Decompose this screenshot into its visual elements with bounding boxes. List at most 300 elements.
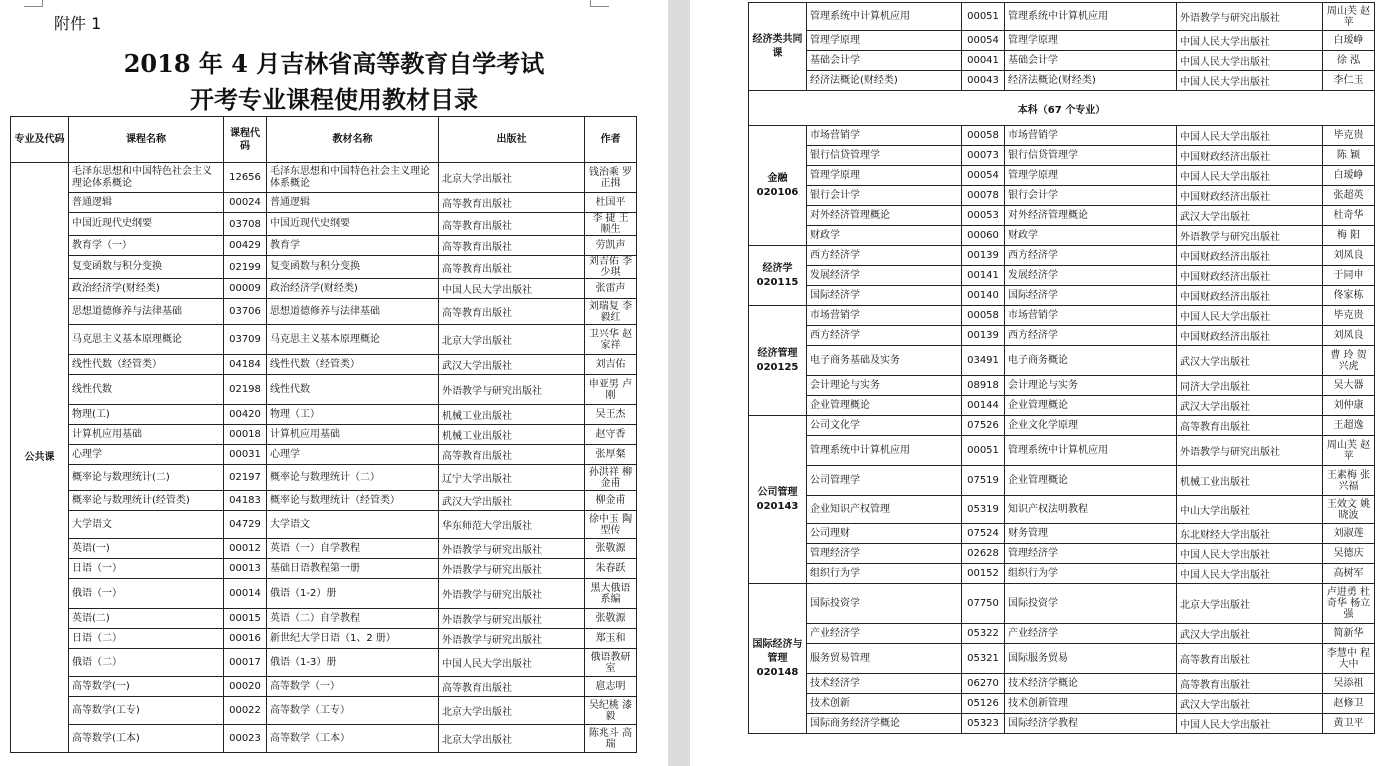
course-code-cell: 00020	[224, 677, 267, 697]
table-row	[11, 325, 637, 355]
document-subtitle: 开考专业课程使用教材目录	[190, 85, 478, 114]
course-code-cell: 00078	[962, 186, 1005, 206]
course-code-cell: 05321	[962, 644, 1005, 674]
course-code-cell: 02628	[962, 544, 1005, 564]
author-cell: 杜国平	[585, 193, 637, 213]
course-name-cell: 毛泽东思想和中国特色社会主义理论体系概论	[69, 163, 224, 193]
table-row	[11, 445, 637, 465]
author-cell: 刘淑莲	[1323, 524, 1375, 544]
publisher-cell: 武汉大学出版社	[439, 355, 585, 375]
table-row	[11, 579, 637, 609]
course-code-cell: 08918	[962, 376, 1005, 396]
course-code-cell: 00012	[224, 539, 267, 559]
course-name-cell: 财政学	[807, 226, 962, 246]
textbook-name-cell: 市场营销学	[1005, 126, 1177, 146]
author-cell: 劳凯声	[585, 236, 637, 256]
publisher-cell: 外语教学与研究出版社	[439, 539, 585, 559]
document-page-right	[690, 0, 1385, 766]
textbook-name-cell: 知识产权法明教程	[1005, 496, 1177, 524]
course-code-cell: 00018	[224, 425, 267, 445]
publisher-cell: 中山大学出版社	[1177, 496, 1323, 524]
document-title: 2018 年 4 月吉林省高等教育自学考试	[123, 49, 545, 78]
table-row	[749, 146, 1375, 166]
course-code-cell: 07519	[962, 466, 1005, 496]
table-row	[11, 465, 637, 491]
textbook-name-cell: 财务管理	[1005, 524, 1177, 544]
textbook-name-cell: 组织行为学	[1005, 564, 1177, 584]
publisher-cell: 外语教学与研究出版社	[439, 559, 585, 579]
major-group-cell: 金融 020106	[749, 126, 807, 246]
textbook-name-cell: 思想道德修养与法律基础	[267, 299, 439, 325]
course-name-cell: 技术创新	[807, 694, 962, 714]
author-cell: 申亚男 卢 刚	[585, 375, 637, 405]
course-name-cell: 英语(二)	[69, 609, 224, 629]
course-name-cell: 普通逻辑	[69, 193, 224, 213]
course-name-cell: 产业经济学	[807, 624, 962, 644]
publisher-cell: 中国财政经济出版社	[1177, 246, 1323, 266]
course-code-cell: 00041	[962, 51, 1005, 71]
textbook-name-cell: 管理经济学	[1005, 544, 1177, 564]
textbook-name-cell: 技术经济学概论	[1005, 674, 1177, 694]
textbook-name-cell: 心理学	[267, 445, 439, 465]
publisher-cell: 北京大学出版社	[439, 697, 585, 725]
publisher-cell: 中国财政经济出版社	[1177, 146, 1323, 166]
major-group-cell: 经济学 020115	[749, 246, 807, 306]
course-name-cell: 心理学	[69, 445, 224, 465]
author-cell: 佟家栋	[1323, 286, 1375, 306]
author-cell: 赵守香	[585, 425, 637, 445]
course-code-cell: 02199	[224, 256, 267, 279]
author-cell: 黑大俄语系编	[585, 579, 637, 609]
table-row	[749, 644, 1375, 674]
course-name-cell: 国际投资学	[807, 584, 962, 624]
textbook-name-cell: 对外经济管理概论	[1005, 206, 1177, 226]
course-code-cell: 00139	[962, 246, 1005, 266]
textbook-name-cell: 产业经济学	[1005, 624, 1177, 644]
textbook-name-cell: 银行信贷管理学	[1005, 146, 1177, 166]
publisher-cell: 武汉大学出版社	[1177, 346, 1323, 376]
table-row	[11, 163, 637, 193]
course-name-cell: 日语（一）	[69, 559, 224, 579]
textbook-name-cell: 物理（工）	[267, 405, 439, 425]
section-label: 本科（67 个专业）	[749, 91, 1375, 126]
publisher-cell: 高等教育出版社	[1177, 416, 1323, 436]
course-name-cell: 日语（二）	[69, 629, 224, 649]
table-row	[11, 539, 637, 559]
publisher-cell: 高等教育出版社	[439, 445, 585, 465]
course-code-cell: 00073	[962, 146, 1005, 166]
table-row	[749, 714, 1375, 734]
publisher-cell: 中国财政经济出版社	[1177, 266, 1323, 286]
author-cell: 刘吉佑	[585, 355, 637, 375]
course-name-cell: 马克思主义基本原理概论	[69, 325, 224, 355]
table-row	[11, 256, 637, 279]
author-cell: 毕克贵	[1323, 306, 1375, 326]
course-code-cell: 00139	[962, 326, 1005, 346]
table-row	[11, 511, 637, 539]
author-cell: 刘吉佑 李少琪	[585, 256, 637, 279]
table-row	[11, 355, 637, 375]
publisher-cell: 武汉大学出版社	[1177, 206, 1323, 226]
course-name-cell: 管理系统中计算机应用	[807, 436, 962, 466]
table-row	[11, 213, 637, 236]
publisher-cell: 机械工业出版社	[1177, 466, 1323, 496]
course-name-cell: 物理(工)	[69, 405, 224, 425]
page-gutter	[668, 0, 690, 766]
publisher-cell: 中国财政经济出版社	[1177, 186, 1323, 206]
table-row	[749, 416, 1375, 436]
course-name-cell: 企业知识产权管理	[807, 496, 962, 524]
publisher-cell: 高等教育出版社	[439, 677, 585, 697]
publisher-cell: 中国人民大学出版社	[1177, 714, 1323, 734]
textbook-table-right	[748, 2, 1375, 734]
textbook-name-cell: 俄语（1-3）册	[267, 649, 439, 677]
textbook-name-cell: 国际投资学	[1005, 584, 1177, 624]
author-cell: 周山芙 赵 苹	[1323, 3, 1375, 31]
publisher-cell: 北京大学出版社	[1177, 584, 1323, 624]
textbook-name-cell: 政治经济学(财经类)	[267, 279, 439, 299]
publisher-cell: 华东师范大学出版社	[439, 511, 585, 539]
publisher-cell: 高等教育出版社	[1177, 674, 1323, 694]
publisher-cell: 中国人民大学出版社	[1177, 51, 1323, 71]
textbook-name-cell: 概率论与数理统计（二）	[267, 465, 439, 491]
author-cell: 扈志明	[585, 677, 637, 697]
author-cell: 李 捷 王顺生	[585, 213, 637, 236]
crop-mark	[24, 0, 43, 7]
course-code-cell: 05323	[962, 714, 1005, 734]
course-code-cell: 00031	[224, 445, 267, 465]
author-cell: 毕克贵	[1323, 126, 1375, 146]
table-row	[11, 279, 637, 299]
textbook-name-cell: 高等数学（工本）	[267, 725, 439, 753]
course-name-cell: 电子商务基础及实务	[807, 346, 962, 376]
course-code-cell: 04184	[224, 355, 267, 375]
table-row	[11, 236, 637, 256]
textbook-name-cell: 管理系统中计算机应用	[1005, 3, 1177, 31]
author-cell: 张超英	[1323, 186, 1375, 206]
course-name-cell: 管理学原理	[807, 166, 962, 186]
table-row	[749, 126, 1375, 146]
table-row	[749, 286, 1375, 306]
table-row	[749, 694, 1375, 714]
document-page-left	[0, 0, 668, 766]
author-cell: 吴王杰	[585, 405, 637, 425]
course-name-cell: 英语(一)	[69, 539, 224, 559]
course-code-cell: 00017	[224, 649, 267, 677]
course-code-cell: 07750	[962, 584, 1005, 624]
publisher-cell: 高等教育出版社	[439, 213, 585, 236]
author-cell: 周山芙 赵 苹	[1323, 436, 1375, 466]
major-group-cell: 经济类共同课	[749, 3, 807, 91]
publisher-cell: 中国人民大学出版社	[1177, 126, 1323, 146]
major-group-cell: 公司管理 020143	[749, 416, 807, 584]
author-cell: 吴添祖	[1323, 674, 1375, 694]
table-row	[11, 697, 637, 725]
textbook-name-cell: 高等数学（工专）	[267, 697, 439, 725]
publisher-cell: 高等教育出版社	[439, 236, 585, 256]
publisher-cell: 武汉大学出版社	[439, 491, 585, 511]
publisher-cell: 外语教学与研究出版社	[439, 375, 585, 405]
table-row	[11, 405, 637, 425]
publisher-cell: 中国人民大学出版社	[439, 649, 585, 677]
table-row	[11, 677, 637, 697]
publisher-cell: 北京大学出版社	[439, 725, 585, 753]
author-cell: 张雷声	[585, 279, 637, 299]
table-row	[749, 436, 1375, 466]
course-name-cell: 政治经济学(财经类)	[69, 279, 224, 299]
course-code-cell: 00140	[962, 286, 1005, 306]
course-name-cell: 线性代数（经管类）	[69, 355, 224, 375]
publisher-cell: 北京大学出版社	[439, 325, 585, 355]
textbook-name-cell: 基础会计学	[1005, 51, 1177, 71]
course-code-cell: 00152	[962, 564, 1005, 584]
table-row	[749, 3, 1375, 31]
author-cell: 钱治乘 罗正揖	[585, 163, 637, 193]
table-row	[11, 193, 637, 213]
course-name-cell: 国际经济学	[807, 286, 962, 306]
publisher-cell: 高等教育出版社	[439, 193, 585, 213]
course-name-cell: 俄语（一）	[69, 579, 224, 609]
textbook-name-cell: 会计理论与实务	[1005, 376, 1177, 396]
publisher-cell: 机械工业出版社	[439, 405, 585, 425]
textbook-name-cell: 国际服务贸易	[1005, 644, 1177, 674]
author-cell: 俄语教研室	[585, 649, 637, 677]
table-row	[11, 629, 637, 649]
course-code-cell: 00058	[962, 126, 1005, 146]
table-row	[749, 376, 1375, 396]
table-row	[11, 649, 637, 677]
course-name-cell: 西方经济学	[807, 246, 962, 266]
textbook-name-cell: 企业文化学原理	[1005, 416, 1177, 436]
author-cell: 吴纪桃 漆 毅	[585, 697, 637, 725]
header-textbook-name: 教材名称	[267, 117, 439, 163]
course-code-cell: 00141	[962, 266, 1005, 286]
publisher-cell: 辽宁大学出版社	[439, 465, 585, 491]
course-name-cell: 管理学原理	[807, 31, 962, 51]
attachment-label: 附件 1	[54, 14, 102, 33]
course-name-cell: 公司文化学	[807, 416, 962, 436]
publisher-cell: 中国人民大学出版社	[1177, 544, 1323, 564]
course-code-cell: 03709	[224, 325, 267, 355]
textbook-name-cell: 技术创新管理	[1005, 694, 1177, 714]
author-cell: 张厚粲	[585, 445, 637, 465]
course-name-cell: 企业管理概论	[807, 396, 962, 416]
course-name-cell: 管理系统中计算机应用	[807, 3, 962, 31]
author-cell: 陈 颖	[1323, 146, 1375, 166]
table-row	[749, 166, 1375, 186]
course-name-cell: 概率论与数理统计(经管类)	[69, 491, 224, 511]
course-code-cell: 02198	[224, 375, 267, 405]
course-name-cell: 基础会计学	[807, 51, 962, 71]
publisher-cell: 武汉大学出版社	[1177, 624, 1323, 644]
table-row	[749, 71, 1375, 91]
course-code-cell: 04729	[224, 511, 267, 539]
course-code-cell: 00420	[224, 405, 267, 425]
publisher-cell: 外语教学与研究出版社	[439, 579, 585, 609]
textbook-name-cell: 复变函数与积分变换	[267, 256, 439, 279]
author-cell: 张敬源	[585, 539, 637, 559]
course-name-cell: 组织行为学	[807, 564, 962, 584]
major-group-cell: 公共课	[11, 163, 69, 753]
course-code-cell: 05319	[962, 496, 1005, 524]
header-major-code: 专业及代码	[11, 117, 69, 163]
course-name-cell: 俄语（二）	[69, 649, 224, 677]
author-cell: 高树军	[1323, 564, 1375, 584]
table-row	[749, 544, 1375, 564]
course-code-cell: 00060	[962, 226, 1005, 246]
author-cell: 吴德庆	[1323, 544, 1375, 564]
textbook-name-cell: 中国近现代史纲要	[267, 213, 439, 236]
table-row	[11, 725, 637, 753]
publisher-cell: 外语教学与研究出版社	[1177, 436, 1323, 466]
textbook-name-cell: 银行会计学	[1005, 186, 1177, 206]
table-row	[11, 491, 637, 511]
table-row	[749, 206, 1375, 226]
course-code-cell: 00024	[224, 193, 267, 213]
publisher-cell: 东北财经大学出版社	[1177, 524, 1323, 544]
course-name-cell: 管理经济学	[807, 544, 962, 564]
course-name-cell: 市场营销学	[807, 126, 962, 146]
publisher-cell: 同济大学出版社	[1177, 376, 1323, 396]
textbook-name-cell: 大学语文	[267, 511, 439, 539]
course-name-cell: 经济法概论(财经类)	[807, 71, 962, 91]
course-name-cell: 高等数学(一)	[69, 677, 224, 697]
textbook-name-cell: 企业管理概论	[1005, 396, 1177, 416]
course-code-cell: 00051	[962, 436, 1005, 466]
textbook-name-cell: 计算机应用基础	[267, 425, 439, 445]
textbook-name-cell: 发展经济学	[1005, 266, 1177, 286]
textbook-name-cell: 毛泽东思想和中国特色社会主义理论体系概论	[267, 163, 439, 193]
course-code-cell: 04183	[224, 491, 267, 511]
course-code-cell: 00058	[962, 306, 1005, 326]
author-cell: 卢进勇 杜奇华 杨立强	[1323, 584, 1375, 624]
course-code-cell: 07526	[962, 416, 1005, 436]
course-name-cell: 技术经济学	[807, 674, 962, 694]
textbook-name-cell: 企业管理概论	[1005, 466, 1177, 496]
table-row	[749, 564, 1375, 584]
textbook-name-cell: 俄语（1-2）册	[267, 579, 439, 609]
header-course-name: 课程名称	[69, 117, 224, 163]
table-row	[749, 186, 1375, 206]
table-row	[749, 496, 1375, 524]
table-row	[749, 674, 1375, 694]
publisher-cell: 中国人民大学出版社	[1177, 166, 1323, 186]
textbook-name-cell: 新世纪大学日语（1、2 册）	[267, 629, 439, 649]
author-cell: 于同申	[1323, 266, 1375, 286]
table-row	[749, 584, 1375, 624]
table-row	[749, 226, 1375, 246]
crop-mark	[590, 0, 609, 7]
course-name-cell: 公司理财	[807, 524, 962, 544]
course-code-cell: 05126	[962, 694, 1005, 714]
textbook-name-cell: 管理系统中计算机应用	[1005, 436, 1177, 466]
table-row	[749, 51, 1375, 71]
author-cell: 黄卫平	[1323, 714, 1375, 734]
course-code-cell: 00014	[224, 579, 267, 609]
course-name-cell: 线性代数	[69, 375, 224, 405]
course-name-cell: 银行会计学	[807, 186, 962, 206]
course-code-cell: 05322	[962, 624, 1005, 644]
course-name-cell: 西方经济学	[807, 326, 962, 346]
textbook-name-cell: 市场营销学	[1005, 306, 1177, 326]
course-name-cell: 银行信贷管理学	[807, 146, 962, 166]
table-row	[11, 299, 637, 325]
author-cell: 杜奇华	[1323, 206, 1375, 226]
course-name-cell: 复变函数与积分变换	[69, 256, 224, 279]
textbook-name-cell: 管理学原理	[1005, 166, 1177, 186]
author-cell: 刘凤良	[1323, 246, 1375, 266]
textbook-name-cell: 财政学	[1005, 226, 1177, 246]
course-code-cell: 03491	[962, 346, 1005, 376]
table-row	[11, 559, 637, 579]
course-name-cell: 思想道德修养与法律基础	[69, 299, 224, 325]
course-code-cell: 06270	[962, 674, 1005, 694]
table-row	[749, 396, 1375, 416]
author-cell: 曹 玲 贺兴虎	[1323, 346, 1375, 376]
course-name-cell: 公司管理学	[807, 466, 962, 496]
textbook-name-cell: 基础日语教程第一册	[267, 559, 439, 579]
author-cell: 刘瑞复 李毅红	[585, 299, 637, 325]
textbook-name-cell: 马克思主义基本原理概论	[267, 325, 439, 355]
course-name-cell: 概率论与数理统计(二)	[69, 465, 224, 491]
table-row	[749, 624, 1375, 644]
author-cell: 李慧中 程大中	[1323, 644, 1375, 674]
course-code-cell: 00144	[962, 396, 1005, 416]
course-code-cell: 03708	[224, 213, 267, 236]
author-cell: 徐 泓	[1323, 51, 1375, 71]
textbook-name-cell: 英语（一）自学教程	[267, 539, 439, 559]
header-publisher: 出版社	[439, 117, 585, 163]
author-cell: 白瑷峥	[1323, 31, 1375, 51]
textbook-name-cell: 西方经济学	[1005, 326, 1177, 346]
table-row	[749, 306, 1375, 326]
author-cell: 王效文 姚晓波	[1323, 496, 1375, 524]
author-cell: 刘凤良	[1323, 326, 1375, 346]
textbook-name-cell: 经济法概论(财经类)	[1005, 71, 1177, 91]
course-name-cell: 高等数学(工专)	[69, 697, 224, 725]
author-cell: 张敬源	[585, 609, 637, 629]
publisher-cell: 北京大学出版社	[439, 163, 585, 193]
author-cell: 朱春跃	[585, 559, 637, 579]
textbook-name-cell: 线性代数（经管类）	[267, 355, 439, 375]
course-code-cell: 00053	[962, 206, 1005, 226]
author-cell: 白瑷峥	[1323, 166, 1375, 186]
course-code-cell: 03706	[224, 299, 267, 325]
publisher-cell: 武汉大学出版社	[1177, 694, 1323, 714]
author-cell: 孙洪祥 柳金甫	[585, 465, 637, 491]
author-cell: 梅 阳	[1323, 226, 1375, 246]
publisher-cell: 武汉大学出版社	[1177, 396, 1323, 416]
course-code-cell: 00023	[224, 725, 267, 753]
textbook-name-cell: 概率论与数理统计（经管类）	[267, 491, 439, 511]
publisher-cell: 高等教育出版社	[1177, 644, 1323, 674]
course-name-cell: 国际商务经济学概论	[807, 714, 962, 734]
course-code-cell: 00015	[224, 609, 267, 629]
publisher-cell: 高等教育出版社	[439, 256, 585, 279]
section-row	[749, 91, 1375, 126]
course-code-cell: 00429	[224, 236, 267, 256]
author-cell: 李仁玉	[1323, 71, 1375, 91]
major-group-cell: 经济管理 020125	[749, 306, 807, 416]
table-row	[749, 266, 1375, 286]
course-name-cell: 中国近现代史纲要	[69, 213, 224, 236]
table-row	[11, 375, 637, 405]
textbook-name-cell: 普通逻辑	[267, 193, 439, 213]
table-row	[749, 466, 1375, 496]
author-cell: 吴大器	[1323, 376, 1375, 396]
table-row	[749, 346, 1375, 376]
course-name-cell: 计算机应用基础	[69, 425, 224, 445]
